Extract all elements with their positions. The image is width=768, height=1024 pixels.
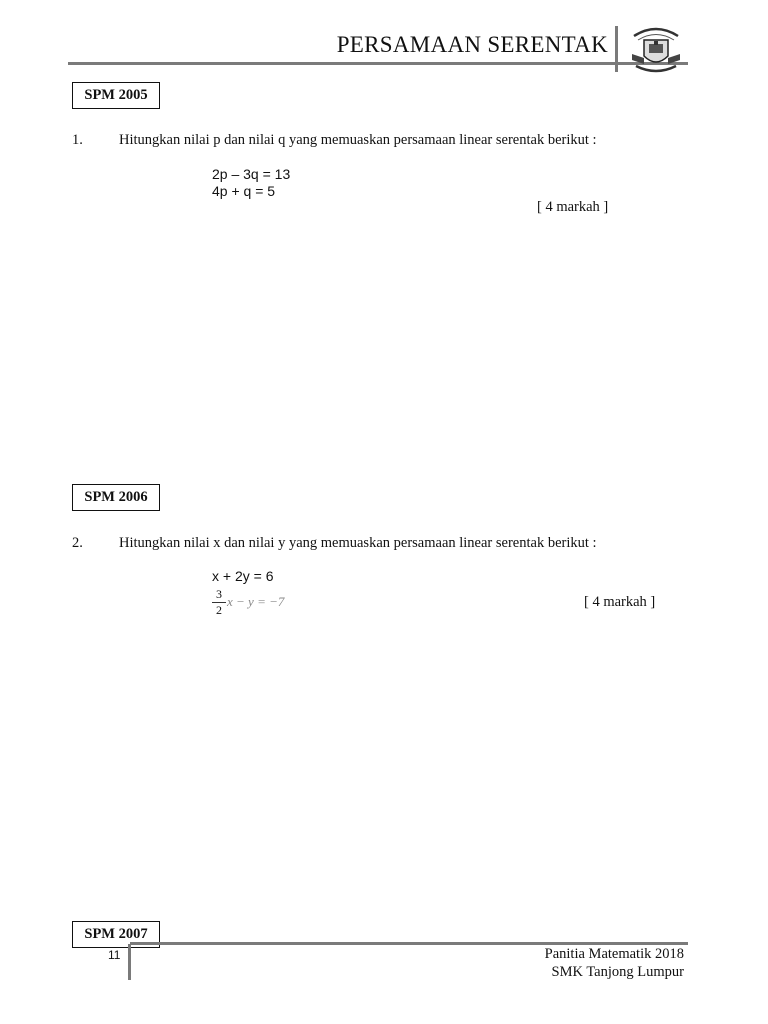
section-label-spm-2005: SPM 2005 (72, 82, 160, 109)
question-number: 2. (72, 535, 83, 551)
footer-divider (130, 942, 688, 945)
marks-label: [ 4 markah ] (537, 199, 609, 215)
footer-department: Panitia Matematik 2018 (544, 946, 684, 962)
marks-label: [ 4 markah ] (584, 594, 656, 610)
fraction-numerator: 3 (216, 587, 222, 601)
question-text: Hitungkan nilai x dan nilai y yang memuaskan persamaan linear serentak berikut : (119, 535, 597, 551)
footer-divider-vertical (128, 944, 131, 980)
school-crest-logo (628, 24, 684, 74)
fraction-denominator: 2 (216, 603, 222, 617)
equation-2: x − y = −7 (227, 594, 285, 609)
page-number: 11 (108, 948, 121, 962)
footer-school: SMK Tanjong Lumpur (551, 964, 684, 980)
page-header-title: PERSAMAAN SERENTAK (336, 32, 608, 57)
equation-2: 4p + q = 5 (212, 183, 276, 199)
question-number: 1. (72, 132, 83, 148)
question-text: Hitungkan nilai p dan nilai q yang memuaskan persamaan linear serentak berikut : (119, 132, 597, 148)
header-divider-vertical (615, 26, 618, 72)
header-divider (68, 62, 688, 65)
equation-1: 2p – 3q = 13 (212, 166, 291, 182)
fraction (212, 588, 226, 617)
equation-1: x + 2y = 6 (212, 568, 274, 584)
section-label-spm-2007: SPM 2007 (72, 921, 160, 948)
section-label-spm-2006: SPM 2006 (72, 484, 160, 511)
